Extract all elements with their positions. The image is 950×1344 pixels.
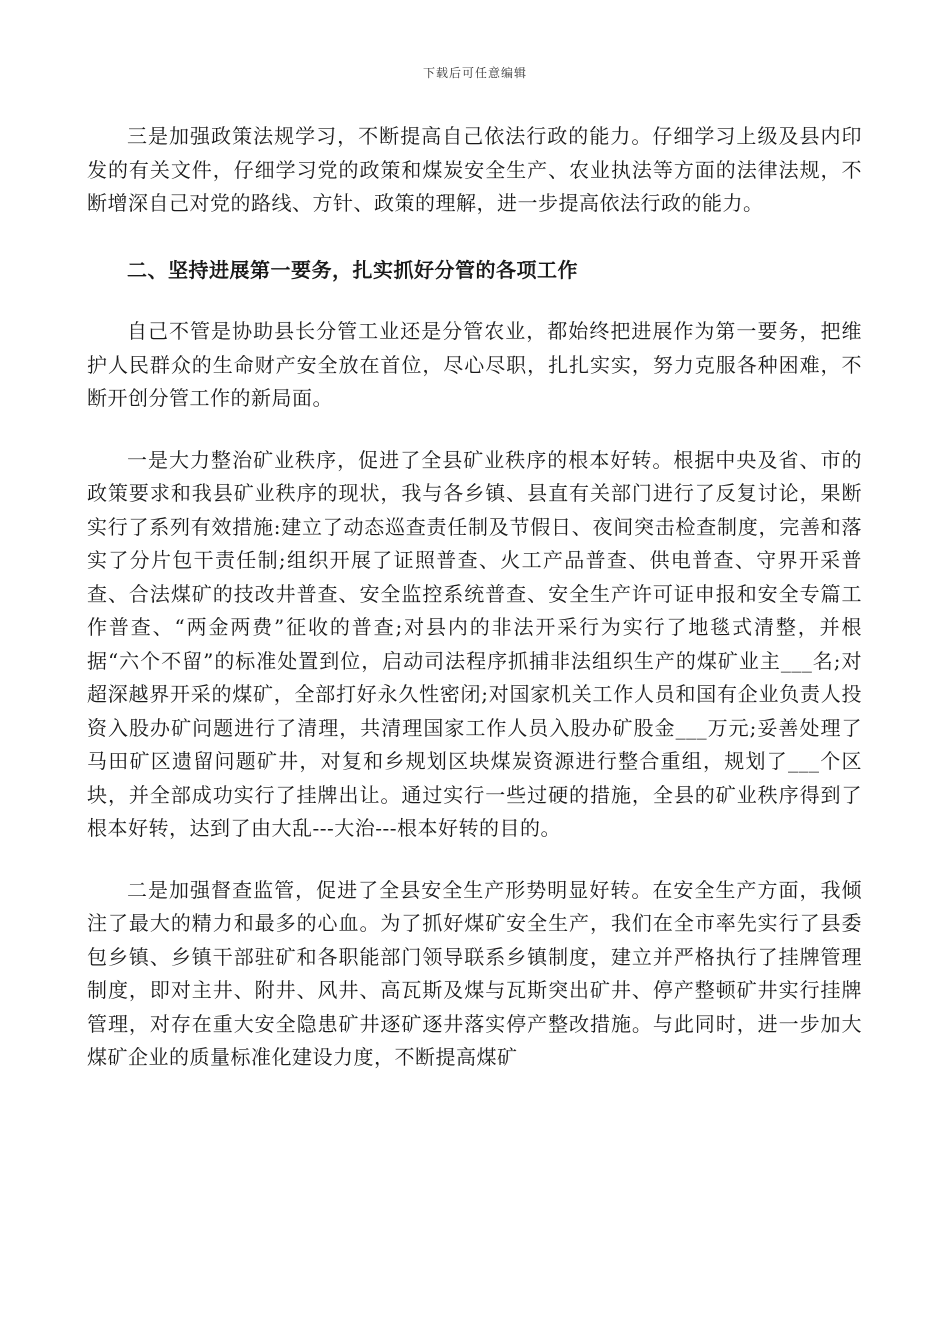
paragraph-spacer	[87, 287, 862, 315]
paragraph-development-priority: 自己不管是协助县长分管工业还是分管农业，都始终把进展作为第一要务，把维护人民群众的生命财产安全放在首位，尽心尽职，扎扎实实，努力克服各种困难，不断开创分管工作的新局面。	[87, 319, 862, 410]
section-heading-2: 二、坚持进展第一要务，扎实抓好分管的各项工作	[127, 257, 578, 282]
paragraph-spacer	[87, 221, 862, 254]
document-body	[87, 120, 862, 1075]
paragraph-spacer	[87, 846, 862, 874]
paragraph-spacer	[87, 416, 862, 444]
paragraph-mining-order: 一是大力整治矿业秩序，促进了全县矿业秩序的根本好转。根据中央及省、市的政策要求和我县矿业秩序的现状，我与各乡镇、县直有关部门进行了反复讨论，果断实行了系列有效措施:建立了动态巡查责任制及节假日、夜间突击检查制度，完善和落实了分片包干责任制;组织开展了证照普查、火工产品普查、供电普查、守界开采普查、合法煤矿的技改井普查、安全监控系统普查、安全生产许可证申报和安全专篇工作普查、“两金两费”征收的普查;对县内的非法开采行为实行了地毯式清整，并根据“六个不留”的标准处置到位，启动司法程序抓捕非法组织生产的煤矿业主___名;对超深越界开采的煤矿，全部打好永久性密闭;对国家机关工作人员和国有企业负责人投资入股办矿问题进行了清理，共清理国家工作人员入股办矿股金___万元;妥善处理了马田矿区遗留问题矿井，对复和乡规划区块煤炭资源进行整合重组，规划了___个区块，并全部成功实行了挂牌出让。通过实行一些过硬的措施，全县的矿业秩序得到了根本好转，达到了由大乱---大治---根本好转的目的。	[87, 447, 862, 840]
paragraph-safety-supervision: 二是加强督查监管，促进了全县安全生产形势明显好转。在安全生产方面，我倾注了最大的精力和最多的心血。为了抓好煤矿安全生产，我们在全市率先实行了县委包乡镇、乡镇干部驻矿和各职能部门领导联系乡镇制度，建立并严格执行了挂牌管理制度，即对主井、附井、风井、高瓦斯及煤与瓦斯突出矿井、停产整顿矿井实行挂牌管理，对存在重大安全隐患矿井逐矿逐井落实停产整改措施。与此同时，进一步加大煤矿企业的质量标准化建设力度，不断提高煤矿	[87, 877, 862, 1069]
paragraph-policy-study: 三是加强政策法规学习，不断提高自己依法行政的能力。仔细学习上级及县内印发的有关文件，仔细学习党的政策和煤炭安全生产、农业执法等方面的法律法规，不断增深自己对党的路线、方针、政策的理解，进一步提高依法行政的能力。	[87, 124, 862, 215]
page-header-note: 下载后可任意编辑	[422, 66, 527, 80]
